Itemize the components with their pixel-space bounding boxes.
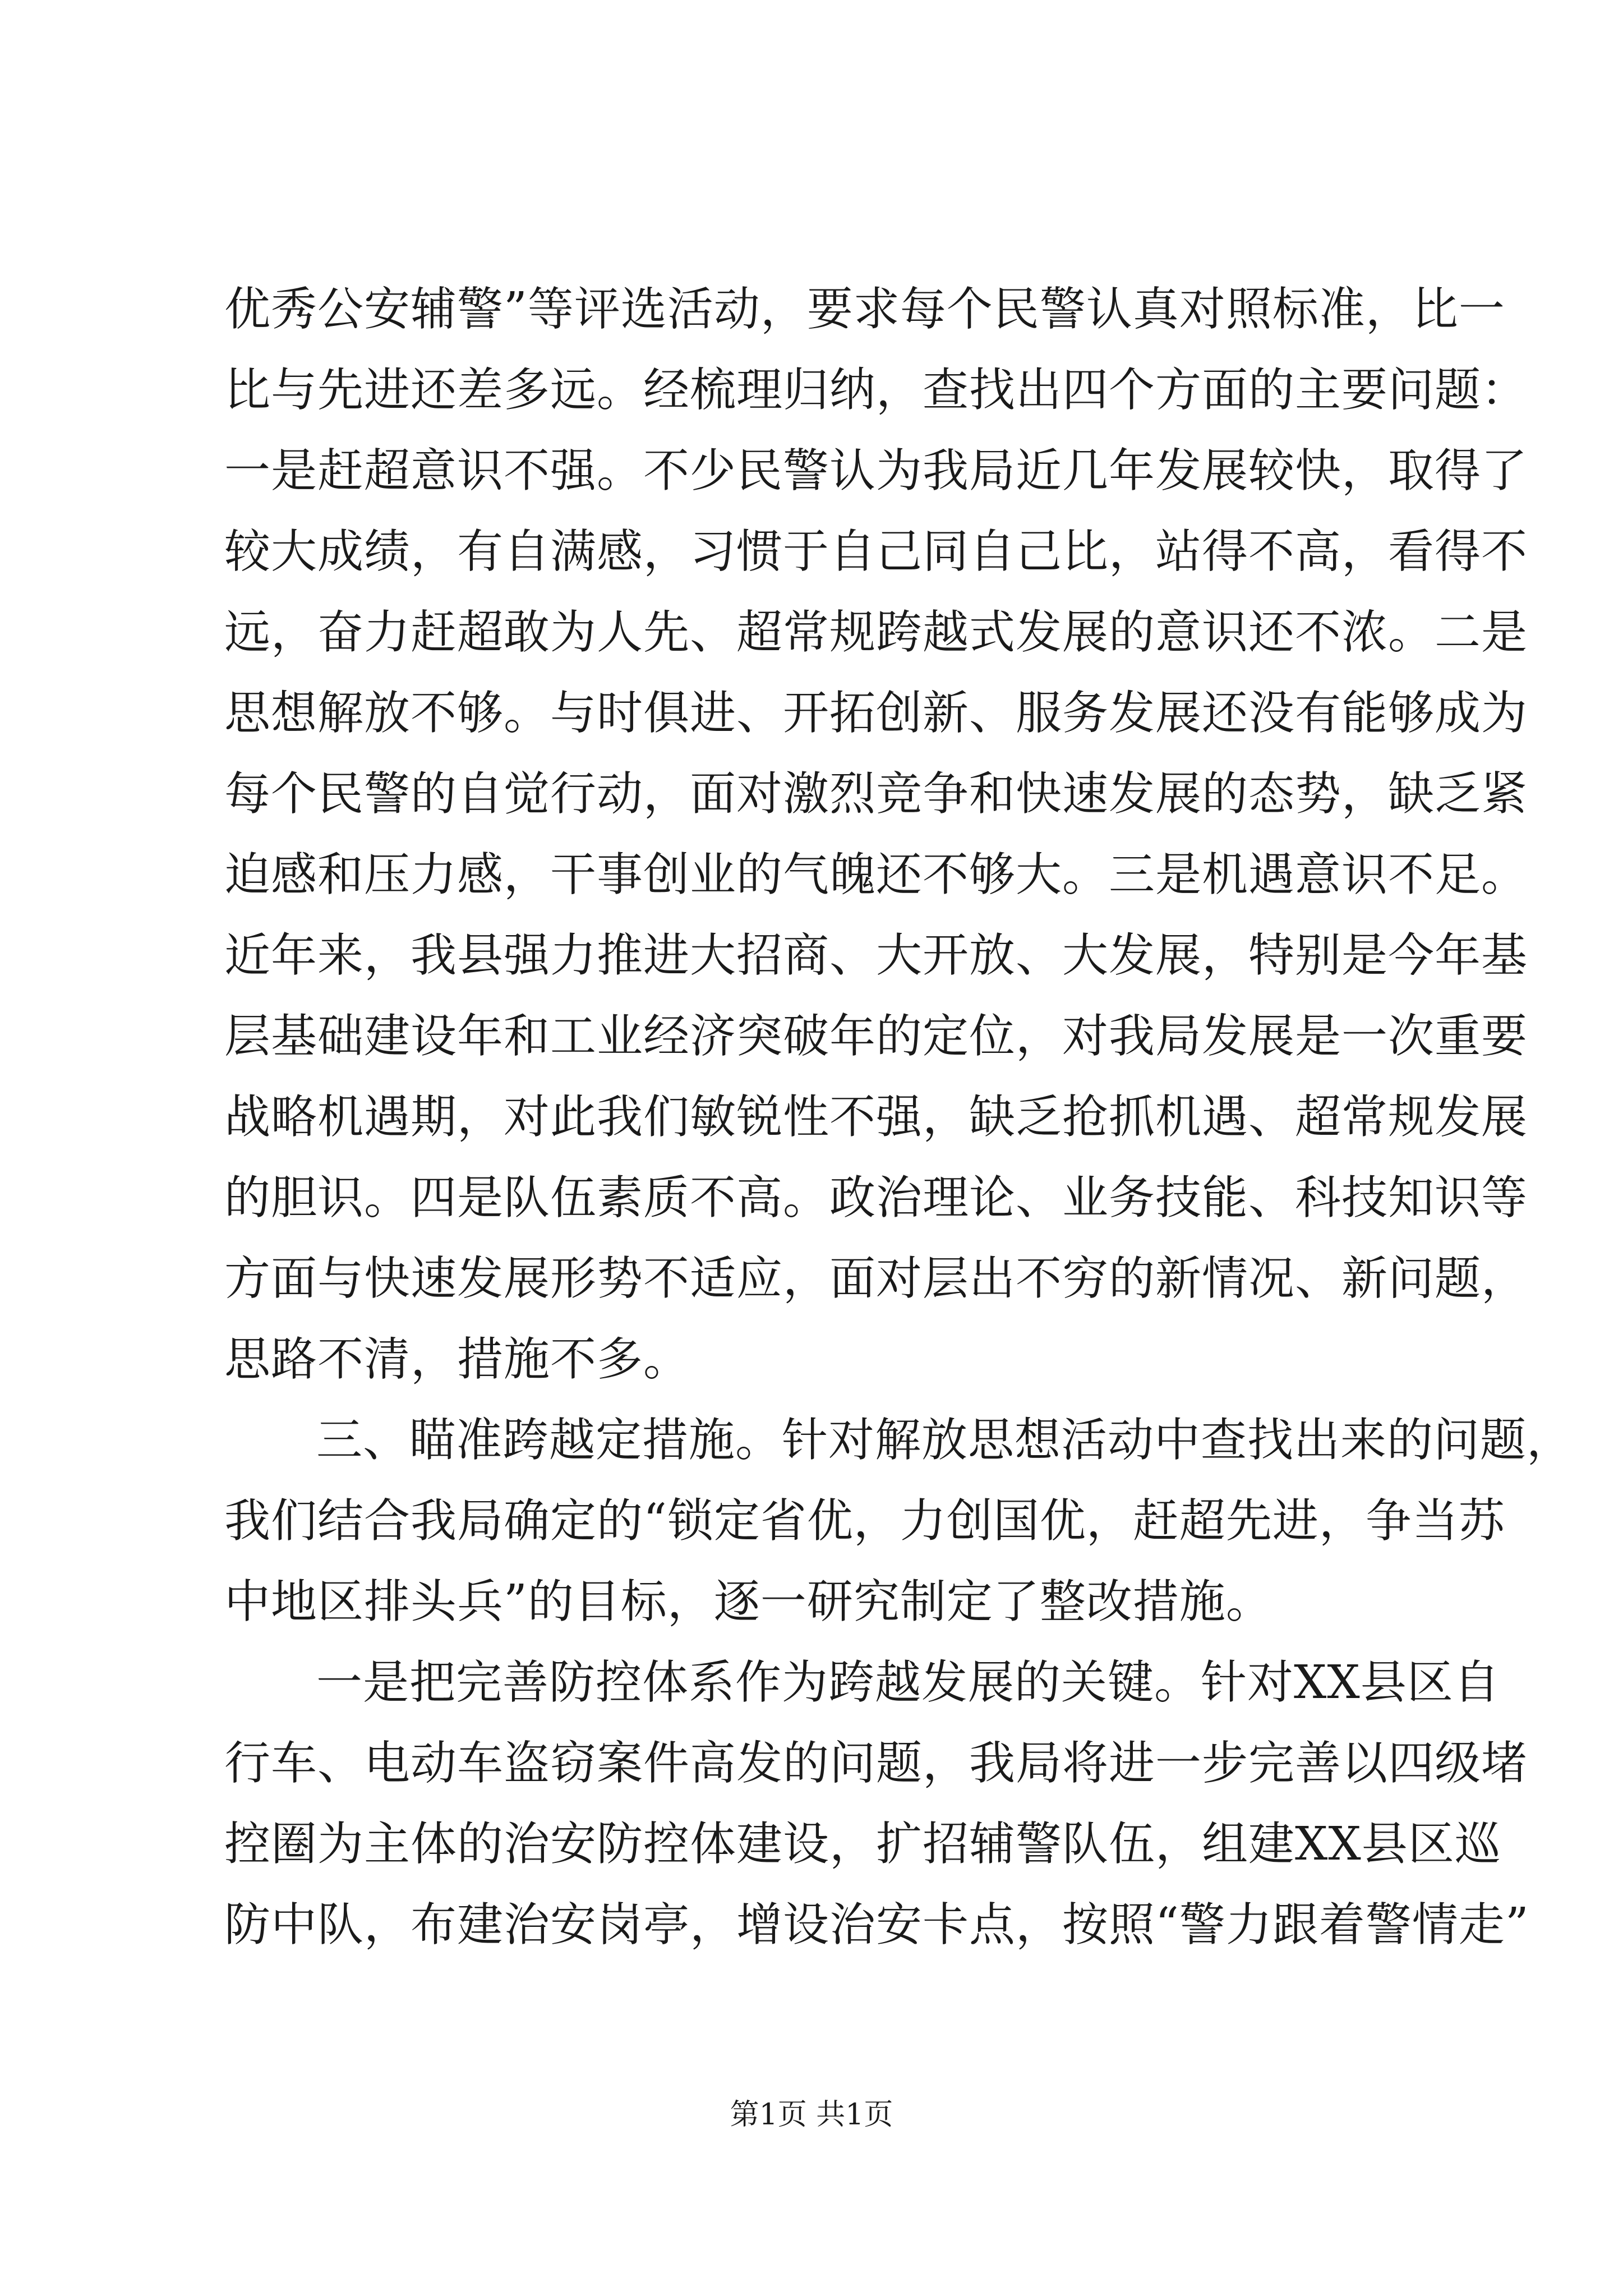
text-line: 层基础建设年和工业经济突破年的定位，对我局发展是一次重要 [224,1010,1528,1063]
text-line: 的胆识。四是队伍素质不高。政治理论、业务技能、科技知识等 [224,1171,1528,1225]
text-line: 迫感和压力感，干事创业的气魄还不够大。三是机遇意识不足。 [224,848,1528,901]
text-line: 较大成绩，有自满感，习惯于自己同自己比，站得不高，看得不 [224,525,1528,578]
text-line: 方面与快速发展形势不适应，面对层出不穷的新情况、新问题， [224,1252,1528,1305]
text-line: 每个民警的自觉行动，面对激烈竞争和快速发展的态势，缺乏紧 [224,767,1528,821]
text-line: 战略机遇期，对此我们敏锐性不强，缺乏抢抓机遇、超常规发展 [224,1091,1528,1144]
paragraph-heading-line: 三、瞄准跨越定措施。针对解放思想活动中查找出来的问题， [316,1414,1574,1467]
text-line: 我们结合我局确定的“锁定省优，力创国优，赶超先进，争当苏 [224,1494,1505,1548]
paragraph-first-line: 一是把完善防控体系作为跨越发展的关键。针对XX县区自 [316,1656,1500,1709]
text-line: 控圈为主体的治安防控体建设，扩招辅警队伍，组建XX县区巡 [224,1818,1501,1871]
text-line: 思想解放不够。与时俱进、开拓创新、服务发展还没有能够成为 [224,687,1528,740]
document-body [224,269,1574,1966]
page-footer: 第1页 共1页 [730,2098,893,2132]
text-line: 行车、电动车盗窃案件高发的问题，我局将进一步完善以四级堵 [224,1737,1528,1790]
text-line: 远，奋力赶超敢为人先、超常规跨越式发展的意识还不浓。二是 [224,606,1528,659]
text-line: 优秀公安辅警”等评选活动，要求每个民警认真对照标准，比一 [224,283,1505,336]
text-line: 中地区排头兵”的目标，逐一研究制定了整改措施。 [224,1575,1272,1628]
text-line: 近年来，我县强力推进大招商、大开放、大发展，特别是今年基 [224,929,1528,982]
text-line: 一是赶超意识不强。不少民警认为我局近几年发展较快，取得了 [224,444,1528,498]
text-line: 比与先进还差多远。经梳理归纳，查找出四个方面的主要问题： [224,364,1528,417]
text-line: 防中队，布建治安岗亭，增设治安卡点，按照“警力跟着警情走” [224,1898,1529,1952]
text-line: 思路不清，措施不多。 [224,1333,690,1386]
